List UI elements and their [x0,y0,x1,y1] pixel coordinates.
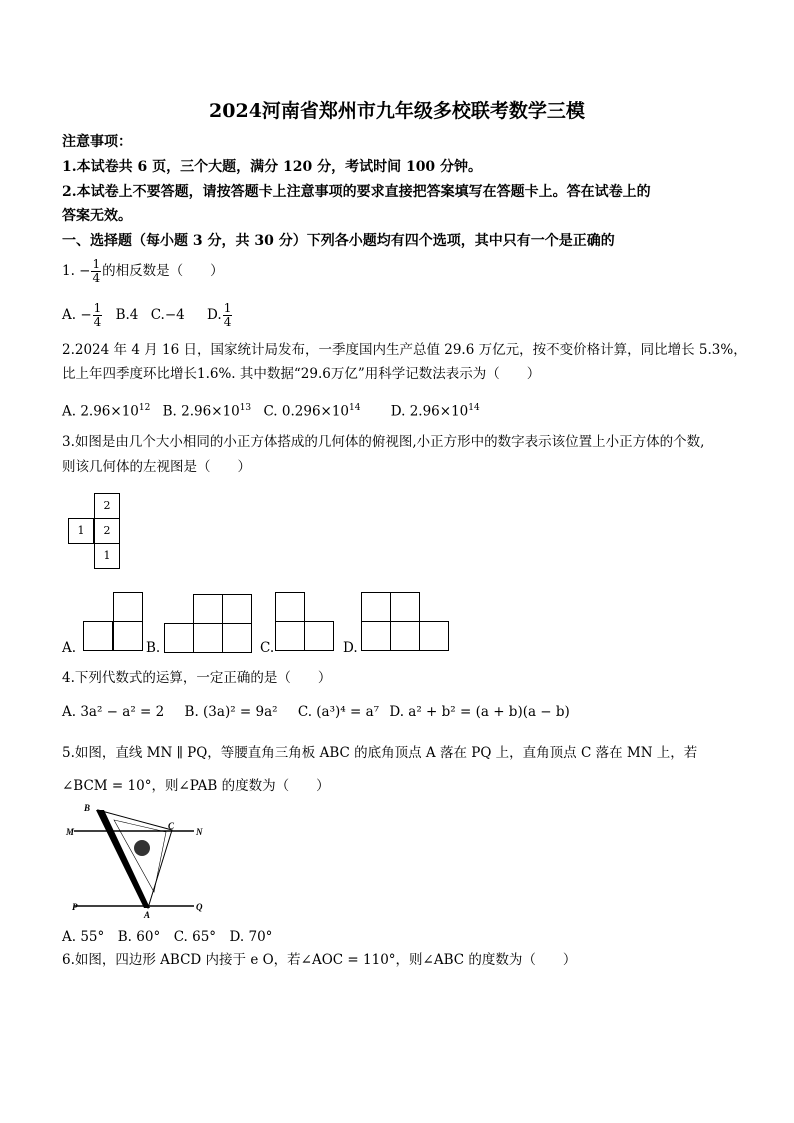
notice-item-3: 答案无效。 [62,208,132,224]
view-d-cell [361,621,391,651]
label-a: A [144,910,151,920]
view-c-cell [275,621,305,651]
page-title: 2024河南省郑州市九年级多校联考数学三模 [209,100,585,122]
view-b-cell [222,623,252,653]
q2-option-a-base: A. 2.96×10 [62,403,139,420]
q2-option-b [163,398,252,422]
triangle-hole [134,840,150,856]
q1-option-d-prefix: D. [207,307,222,323]
q3-option-c-label: C. [260,640,275,656]
q2-option-d-exp: 14 [468,403,480,413]
label-c: C [168,821,175,831]
q3-option-b-label: B. [146,640,161,656]
view-a-cell [113,621,143,651]
q4-options [62,702,578,722]
q1-options [62,302,241,329]
q3-option-d-label: D. [343,640,358,656]
view-d-cell [390,621,420,651]
view-b-cell [193,623,223,653]
q3-line-1: 3.如图是由几个大小相同的小正方体搭成的几何体的俯视图,小正方形中的数字表示该位置上小正方体的个数, [62,434,705,450]
grid-cell-bottom: 1 [94,543,120,569]
view-d-cell [361,592,391,622]
grid-cell-center: 2 [94,518,120,544]
q3-line-2: 则该几何体的左视图是（ ） [62,459,251,475]
q2-option-b-exp: 13 [239,403,252,413]
q2-option-a-exp: 12 [138,403,151,413]
q1-prefix: 1. − [62,263,91,279]
q1-frac-den: 4 [92,271,101,285]
q1-option-d-den: 4 [223,315,232,329]
q5-line-1: 5.如图，直线 MN ∥ PQ，等腰直角三角板 ABC 的底角顶点 A 落在 PQ 上，直角顶点 C 落在 MN 上，若 [62,745,698,761]
q1-fraction [91,258,101,285]
q1-suffix: 的相反数是（ ） [102,263,224,279]
q2-line-2: 比上年四季度环比增长1.6%. 其中数据“29.6万亿”用科学记数法表示为（ ） [62,366,541,382]
q2-option-c-exp: 14 [349,403,361,413]
label-n: N [196,827,203,837]
q1-option-a [62,302,103,329]
label-b: B [84,803,91,813]
q2-option-b-base: B. 2.96×10 [162,403,240,420]
view-d-cell [419,621,449,651]
q3-option-a-label: A. [62,640,77,656]
q1-frac-num: 1 [92,257,101,271]
view-b-cell [164,623,194,653]
q1-option-a-prefix: A. − [62,307,92,323]
notice-item-1: 1.本试卷共 6 页，三个大题，满分 120 分，考试时间 100 分钟。 [62,159,483,175]
q4-option-d: D. a² + b² = (a + b)(a − b) [389,704,570,720]
notice-heading: 注意事项： [62,134,132,150]
q4-option-b: B. (3a)² = 9a² [184,704,278,720]
label-m: M [66,827,75,837]
notice-item-2: 2.本试卷上不要答题，请按答题卡上注意事项的要求直接把答案填写在答题卡上。答在试卷上的 [62,184,651,200]
q4-option-a: A. 3a² − a² = 2 [62,704,165,720]
q2-option-d-base: D. 2.96×10 [390,403,469,420]
q1-option-c: C.−4 [150,307,185,323]
q5-line-2: ∠BCM = 10°，则∠PAB 的度数为（ ） [62,778,330,794]
q4-option-c: C. (a³)⁴ = a⁷ [297,704,380,720]
section-heading: 一、选择题（每小题 3 分，共 30 分）下列各小题均有四个选项，其中只有一个是正确的 [62,233,615,249]
grid-cell-left: 1 [68,518,94,544]
q1-option-b: B.4 [115,307,139,323]
q2-option-d [391,398,480,422]
q1-option-d [207,302,233,329]
view-c-cell [275,592,305,622]
view-c-cell [304,621,334,651]
q1-option-a-den: 4 [93,315,102,329]
q2-options [62,398,488,422]
view-a-cell [113,592,143,622]
label-p: P [72,902,78,912]
q1-option-d-num: 1 [223,301,232,315]
q5-triangle-figure [64,800,224,920]
view-b-cell [193,594,223,624]
view-b-cell [222,594,252,624]
q6-line-1: 6.如图，四边形 ABCD 内接于 e O，若∠AOC = 110°，则∠ABC 的度数为（ ） [62,952,577,968]
q2-option-c [263,398,360,422]
q5-options: A. 55° B. 60° C. 65° D. 70° [62,929,273,945]
grid-cell-top: 2 [94,493,120,519]
question-1 [62,258,224,285]
q2-line-1: 2.2024 年 4 月 16 日，国家统计局发布，一季度国内生产总值 29.6 万亿元，按不变价格计算，同比增长 5.3%， [62,342,747,358]
view-a-cell [83,621,113,651]
label-q: Q [196,902,203,912]
q4-line-1: 4.下列代数式的运算，一定正确的是（ ） [62,670,332,686]
view-d-cell [390,592,420,622]
q1-option-a-num: 1 [93,301,102,315]
q2-option-c-base: C. 0.296×10 [263,403,350,420]
triangle-thick-edge [96,810,150,908]
q2-option-a [62,398,150,422]
